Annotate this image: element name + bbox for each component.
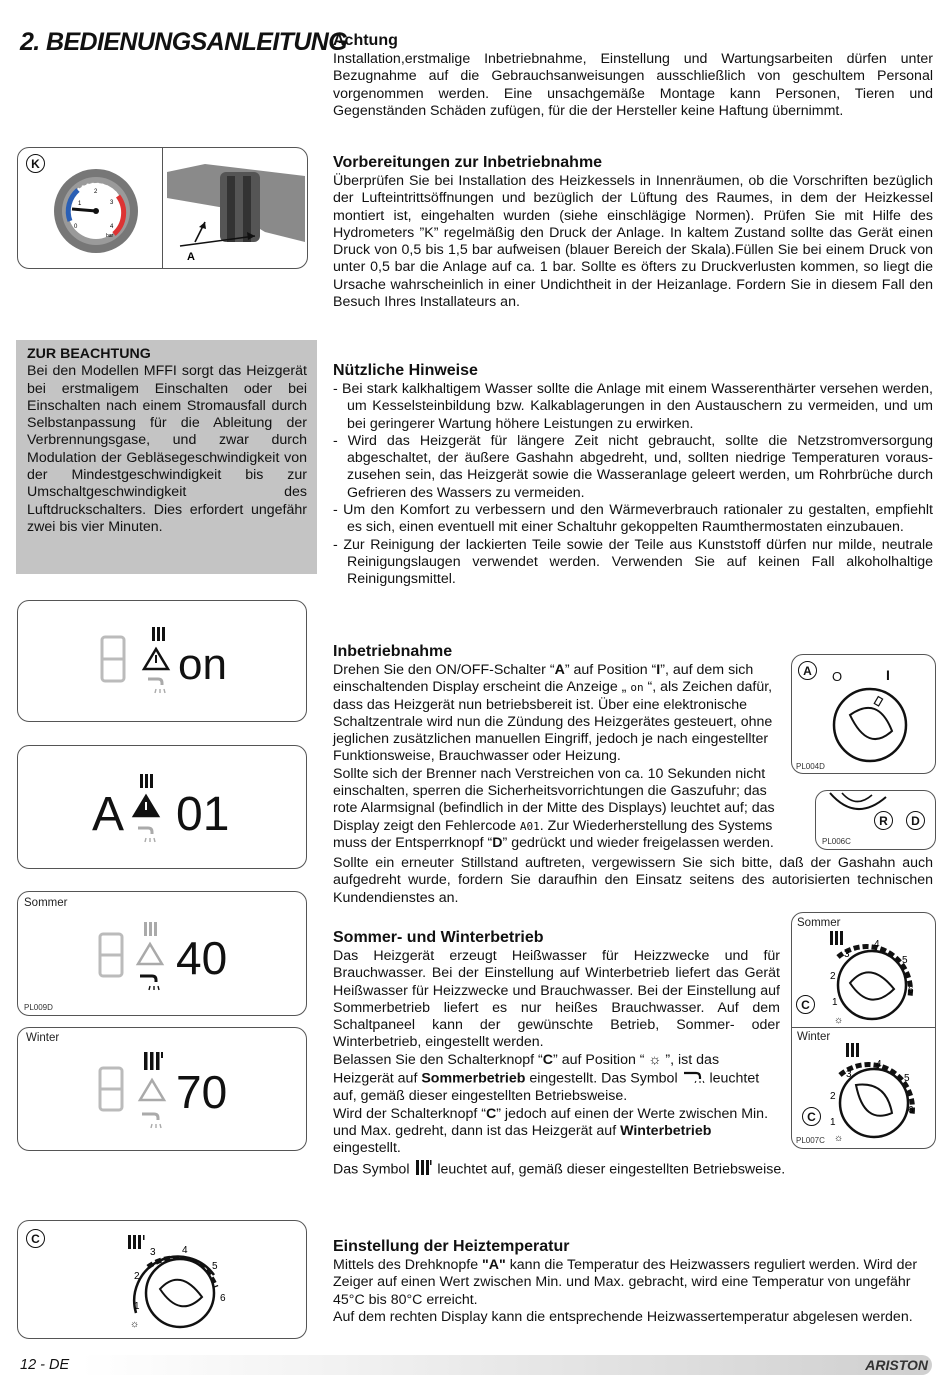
alarm-triangle-icon	[144, 649, 168, 669]
knob-scale: 5	[902, 955, 908, 966]
text-run: ”, auf dem sich einschaltenden Display erscheint die Anzeige „	[333, 662, 754, 696]
gauge-tick: 4	[110, 224, 114, 230]
display-panel	[96, 1046, 276, 1142]
temperature-knob	[118, 1227, 238, 1335]
note-text: Bei den Modellen MFFI sorgt das Heizgerät bei erstmaligem Einschalten oder bei Einschalten nach einem Stromausfall durch Selbstanpassung für die Ableitung der Verbrennungsgase, und zwar durch Modulation der Gebläsegeschwindigkeit von der Mindestgeschwindigkeit bis zur Umschaltgeschwindigkeit des Luftdruckschalters. Dies erfordert ungefähr zwei bis vier Minuten.	[27, 363, 307, 535]
brand-logo: ARISTON	[865, 1357, 928, 1373]
knob-scale: 6	[908, 1105, 914, 1116]
figure-label-r: R	[874, 811, 893, 830]
display-value: on	[178, 640, 227, 689]
display-dim-digit	[102, 637, 124, 681]
note-zur-beachtung	[16, 340, 317, 574]
radiator-icon	[846, 1043, 859, 1057]
text-run: ” auf Position “	[553, 1051, 649, 1068]
text-run: Winterbetrieb	[620, 1122, 712, 1139]
figure-label-c: C	[796, 995, 815, 1014]
divider	[792, 1027, 935, 1028]
heiztemp-heading: Einstellung der Heiztemperatur	[333, 1238, 570, 1255]
hinweise-heading: Nützliche Hinweise	[333, 362, 478, 379]
figure-knob-c	[17, 1220, 307, 1339]
display-panel	[88, 768, 278, 858]
sommer-label: Sommer	[24, 897, 68, 909]
text-run: C	[485, 1105, 497, 1122]
text-run: "A"	[482, 1257, 506, 1273]
heiztemp-p2: Auf dem rechten Display kann die entsprechende Heizwassertemperatur abgelesen werden.	[333, 1308, 913, 1325]
hinweise-list	[333, 381, 933, 589]
sun-icon: ☼	[834, 1133, 844, 1141]
alarm-triangle-icon	[134, 796, 158, 816]
display-code-left: A	[92, 788, 125, 841]
list-item: - Zur Reinigung der lackierten Teile sowie der Teile aus Kunststoff dürfen nur milde, neutrale Reinigungslaugen verwendet werden. Verwenden Sie auf keinen Fall alkoholhaltige Reinigungsmittel.	[333, 536, 933, 588]
display-dim-digit	[100, 934, 122, 976]
sommer-label: Sommer	[797, 917, 841, 929]
knob-scale: 2	[830, 1091, 836, 1102]
radiator-icon	[140, 774, 153, 788]
text-run: Das Symbol	[333, 1160, 414, 1177]
knob-winter	[800, 1041, 930, 1141]
figure-label-c: C	[802, 1107, 821, 1126]
radiator-icon	[413, 1158, 433, 1181]
onoff-knob-icon	[820, 681, 920, 765]
section-hinweise	[333, 361, 933, 589]
knob-scale: 2	[134, 1271, 140, 1282]
figure-sommer-winter-knobs	[791, 912, 936, 1149]
winter-label: Winter	[26, 1032, 60, 1044]
sun-icon: ☼	[130, 1319, 140, 1330]
text-run: “, als Zeichen dafür, dass das Heizgerät nun betriebsbereit ist. Über eine elektronische Schaltzentrale wird nun die Zündung des Heizgerätes gesteuert, ohne jeglichen zusätzlichen manuellen Eingriff, jedoch je nach eingestellter Funktionsweise, Brauchwasser oder Heizung.	[333, 679, 773, 765]
knob-scale: 2	[830, 971, 836, 982]
winter-label: Winter	[797, 1031, 831, 1043]
list-item: - Um den Komfort zu verbessern und den Wärmeverbrauch rationaler zu gestalten, empfiehlt es sich, einen eventuell mit einer Schaltuhr gekoppelten Raumthermostaten einzubauen.	[333, 502, 933, 536]
page-title: 2. BEDIENUNGSANLEITUNG	[20, 28, 348, 56]
text-run: ” gedrückt und wieder freigelassen werden.	[502, 834, 774, 851]
page-number: 12 - DE	[20, 1357, 70, 1373]
figure-label-a: A	[187, 251, 195, 263]
sun-icon: ☼	[834, 1015, 844, 1026]
knob-scale: 4	[182, 1245, 188, 1256]
gauge-tick: 1	[78, 201, 82, 207]
text-run: Sollte sich der Brenner nach Verstreichen von ca. 10 Sekunden nicht einschalten, sperren die Sicherheitsvorrichtungen die Gaszufuhr; das rote Alarmsignal (befindlich in der Mitte des Displays) leuchtet auf; das Display zeigt den Fehlercode	[333, 765, 775, 834]
radiator-icon	[144, 1052, 163, 1070]
text-run: ” auf Position “	[564, 662, 657, 678]
knob-scale: 5	[904, 1073, 910, 1084]
text-run: ” jedoch auf einen der Werte zwischen Min. und Max. gedreht, dann ist das Heizgerät auf	[333, 1105, 769, 1139]
heiztemp-p1	[333, 1257, 933, 1309]
section-heiztemp	[333, 1237, 933, 1326]
tap-water-icon	[148, 679, 165, 693]
figure-reset-button	[815, 790, 936, 850]
inbetrieb-p3: Sollte ein erneuter Stillstand auftreten, vergewissern Sie sich bitte, daß der Gashahn auch aufgedreht wurde, fordern Sie daraufhin den Einsatz seitens des autorisierten technischen Kundendienstes an.	[333, 855, 933, 906]
boiler-valve-illustration	[165, 162, 305, 266]
radiator-icon	[128, 1235, 145, 1249]
gauge-tick: 3	[110, 200, 114, 206]
radiator-icon	[830, 931, 843, 945]
sommerwinter-p4	[333, 1158, 786, 1181]
knob-scale: 1	[832, 997, 838, 1008]
knob-scale: 1	[134, 1301, 140, 1312]
knob-scale: 6	[908, 985, 914, 996]
knob-scale: 1	[830, 1117, 836, 1128]
inbetrieb-p2	[333, 766, 783, 852]
figure-onoff-switch	[791, 654, 936, 774]
note-heading: ZUR BEACHTUNG	[27, 346, 151, 362]
section-achtung	[333, 31, 933, 120]
text-run: leuchtet auf, gemäß dieser eingestellten Betriebsweise.	[333, 1070, 760, 1105]
text-run: . Zur Wiederherstellung des Systems muss der Entsperrknopf “	[333, 817, 773, 851]
knob-scale: 5	[212, 1261, 218, 1272]
text-run: kann die Temperatur des Heizwassers reguliert werden. Wird der Zeiger auf einen Wert zwischen Min. und Max. gebracht, wird eine Temperatur von ungefähr 45°C bis 80°C erreicht.	[333, 1257, 918, 1308]
text-run: Sommerbetrieb	[421, 1070, 526, 1087]
display-value: 40	[176, 932, 228, 984]
text-run: A	[554, 662, 565, 678]
sommerwinter-p3	[333, 1106, 780, 1158]
figure-label-a: A	[798, 661, 817, 680]
radiator-icon	[144, 922, 157, 936]
pressure-gauge-icon	[48, 166, 148, 256]
page-footer	[0, 1352, 950, 1378]
text-run: I	[656, 662, 661, 678]
inbetrieb-heading: Inbetriebnahme	[333, 643, 453, 660]
sommerwinter-p2	[333, 1052, 780, 1106]
alarm-triangle-icon	[140, 1080, 164, 1100]
text-run: D	[492, 834, 503, 851]
text-run: Belassen Sie den Schalterknopf “	[333, 1051, 543, 1068]
display-panel	[96, 918, 276, 1008]
inbetrieb-p3-block	[333, 855, 933, 907]
knob-scale: 4	[874, 939, 880, 950]
text-run: eingestellt. Das Symbol	[525, 1070, 682, 1087]
knob-scale: 6	[220, 1293, 226, 1304]
tap-water-icon	[682, 1069, 706, 1088]
figure-display-error	[17, 745, 307, 869]
error-code-glyph: A01	[519, 819, 540, 833]
switch-off-label: O	[832, 669, 843, 684]
knob-sommer	[800, 927, 930, 1027]
text-run: ”, ist das Heizgerät auf	[333, 1051, 720, 1087]
text-run: Wird der Schalterknopf “	[333, 1105, 486, 1122]
achtung-heading: Achtung	[333, 32, 398, 49]
tap-water-icon	[140, 976, 159, 990]
figure-display-on	[17, 600, 307, 722]
section-sommerwinter	[333, 928, 786, 1181]
figure-display-sommer	[17, 891, 307, 1016]
text-run: eingestellt.	[333, 1140, 401, 1157]
switch-on-label: I	[886, 667, 890, 683]
radiator-icon	[152, 627, 165, 641]
text-run: Drehen Sie den ON/OFF-Schalter “	[333, 662, 555, 678]
figure-label-k: K	[26, 154, 45, 173]
gauge-tick: 2	[94, 189, 98, 195]
figure-display-winter	[17, 1027, 307, 1151]
figure-code: PL009D	[24, 1003, 53, 1012]
display-panel	[98, 621, 268, 711]
sun-icon: ☼	[648, 1051, 662, 1068]
display-code-right: 01	[176, 788, 230, 841]
figure-code: PL006C	[822, 837, 851, 846]
knob-scale: 3	[150, 1247, 156, 1258]
text-run: C	[542, 1051, 554, 1068]
sommerwinter-p1: Das Heizgerät erzeugt Heißwasser für Heizzwecke und für Brauchwasser. Bei der Einstellung auf Winterbetrieb liefert das Gerät Heißwasser für Heizzwecke und Brauchwasser. Bei der Einstellung auf Sommerbetrieb liefert es nur heißes Brauchwasser. Auf dem Schaltpaneel kann der gewünschte Betrieb, Sommer- oder Winterbetrieb, eingestellt werden.	[333, 948, 780, 1051]
knob-scale: 3	[846, 1069, 852, 1080]
figure-label-c: C	[26, 1229, 45, 1248]
gauge-unit: bar	[106, 233, 114, 239]
tap-water-icon	[142, 1114, 161, 1128]
achtung-text: Installation,erstmalige Inbetriebnahme, Einstellung und Wartungsarbeiten dürfen unter Bezugnahme auf die Gebrauchsanweisungen ausschließlich von geschultem Personal vorgenommen werden. Eine unsachgemäße Montage kann Personen, Tieren und Gegenständen Schäden zufügen, für die der Hersteller keine Haftung übernimmt.	[333, 51, 933, 119]
vorbereitungen-heading: Vorbereitungen zur Inbetriebnahme	[333, 154, 603, 171]
footer-bar	[80, 1355, 932, 1375]
figure-hydrometer	[17, 147, 308, 269]
display-dim-digit	[100, 1068, 122, 1110]
display-value: 70	[176, 1066, 228, 1118]
inbetrieb-p1	[333, 662, 783, 766]
section-vorbereitungen	[333, 153, 933, 311]
list-item: - Wird das Heizgerät für längere Zeit nicht gebraucht, sollte die Netzstromversorgung abgeschaltet, der äußere Gashahn abgedreht, und, sollten niedrige Temperaturen voraus-zusehen sein, das Heizgerät sowie die Wasseranlage geleert werden, um Rohrbrüche durch Gefrieren des Wassers zu vermeiden.	[333, 432, 933, 501]
knob-scale: 3	[844, 949, 850, 960]
gauge-tick: 0	[74, 224, 78, 230]
knob-scale: 4	[876, 1059, 882, 1070]
sommerwinter-heading: Sommer- und Winterbetrieb	[333, 929, 544, 946]
tap-water-icon	[138, 828, 155, 842]
vorbereitungen-text: Überprüfen Sie bei Installation des Heizkessels in Innenräumen, ob die Vorschriften bezüglich der Lufteintrittsöffnungen und bezüglich der Lüftung des Raumes, in dem der Heizkessel montiert ist, eingehalten wurden (siehe einschlägige Normen). Prüfen Sie mit Hilfe des Hydrometers ”K” regelmäßig den Druck der Anlage. In kaltem Zustand sollte das Gerät einen Druck von 0,5 bis 1,5 bar aufweisen (blauer Bereich der Skala).Füllen Sie bei einem Druck von unter 0,5 bar die Anlage auf ca. 1 bar. Sollte es öfters zu Druckverlusten kommen, so liegt die Ursache wahrscheinlich in einer Undichtheit in der Heizanlage. Fordern Sie in diesem Fall den Besuch Ihres Installateurs an.	[333, 173, 933, 311]
list-item: - Bei stark kalkhaltigem Wasser sollte die Anlage mit einem Wasserenthärter versehen werden, um Kesselsteinbildung bzw. Kalkablagerungen in den Austauschern zu vermeiden, und um bei geringerer Wartung höhere Leistungen zu erwirken.	[333, 381, 933, 432]
section-inbetrieb	[333, 642, 783, 852]
figure-code: PL004D	[796, 762, 825, 771]
divider	[162, 148, 163, 268]
text-run: Mittels des Drehknopfe	[333, 1257, 483, 1273]
display-glyph-on: on	[630, 681, 644, 695]
figure-label-d: D	[906, 811, 925, 830]
alarm-triangle-icon	[138, 944, 162, 964]
figure-code: PL007C	[796, 1136, 825, 1145]
text-run: leuchtet auf, gemäß dieser eingestellten Betriebsweise.	[433, 1160, 786, 1177]
